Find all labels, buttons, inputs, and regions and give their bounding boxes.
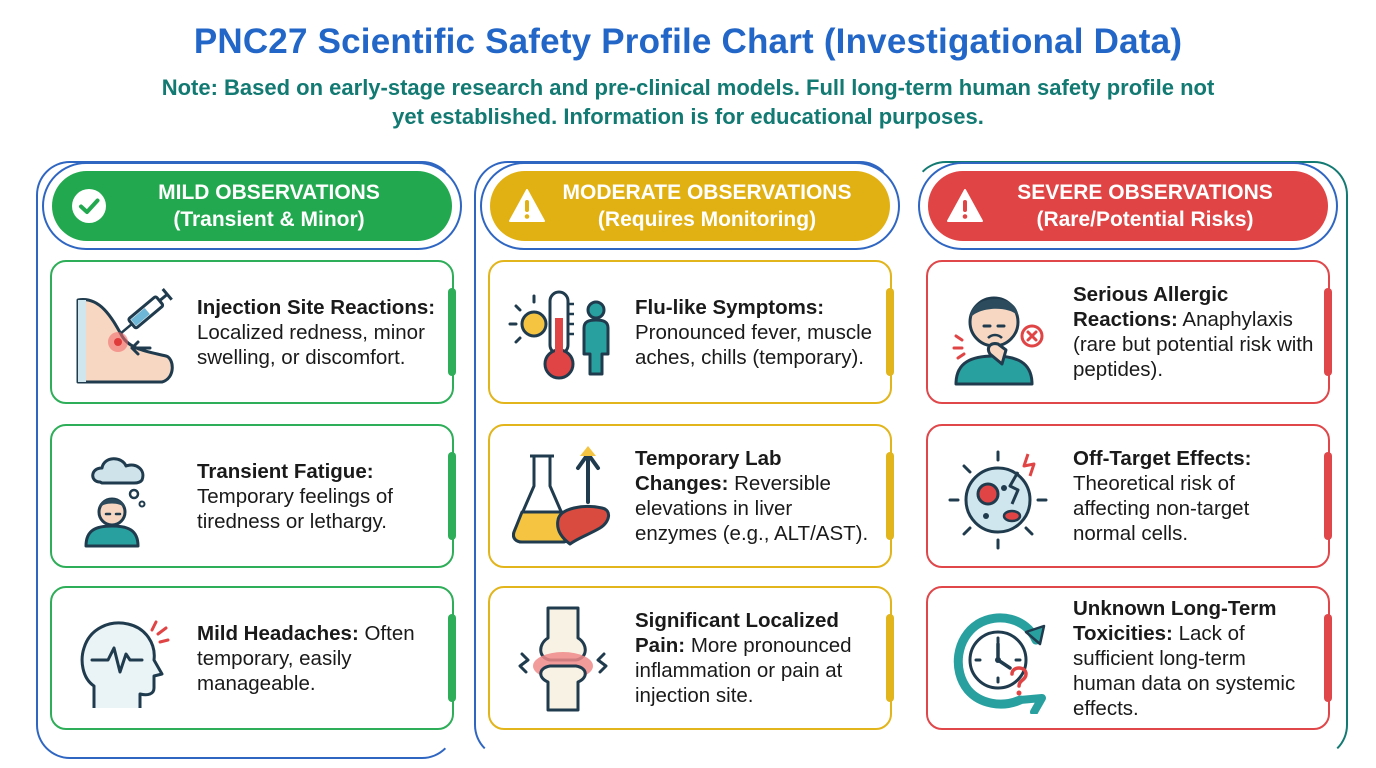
card-edge-tab bbox=[448, 614, 456, 702]
check-circle-icon bbox=[70, 187, 108, 225]
card-edge-tab bbox=[448, 452, 456, 540]
injection-arm-icon bbox=[70, 278, 180, 388]
flask-liver-icon bbox=[508, 442, 618, 552]
tired-person-cloud-icon bbox=[70, 442, 180, 552]
card-significant-localized-pain bbox=[488, 586, 892, 730]
card-edge-tab bbox=[1324, 288, 1332, 376]
card-edge-tab bbox=[886, 452, 894, 540]
card-flu-like-symptoms bbox=[488, 260, 892, 404]
card-edge-tab bbox=[886, 614, 894, 702]
page-title: PNC27 Scientific Safety Profile Chart (Investigational Data) bbox=[193, 22, 1183, 61]
card-edge-tab bbox=[886, 288, 894, 376]
moderate-header-title: MODERATE OBSERVATIONS bbox=[562, 181, 852, 204]
severe-header-title: SEVERE OBSERVATIONS bbox=[1017, 181, 1273, 204]
card-title: Flu-like Symptoms: bbox=[635, 295, 825, 319]
card-description: Temporary feelings of tiredness or lethargy. bbox=[197, 484, 393, 533]
knee-joint-icon bbox=[508, 604, 618, 714]
warning-triangle-icon bbox=[508, 187, 546, 225]
card-edge-tab bbox=[448, 288, 456, 376]
card-description: Anaphylaxis (rare but potential risk with peptides). bbox=[1073, 308, 1314, 381]
warning-triangle-icon bbox=[946, 187, 984, 225]
clock-question-icon bbox=[946, 604, 1056, 714]
mild-header bbox=[42, 162, 462, 250]
card-title: Temporary Lab Changes: bbox=[635, 447, 782, 495]
card-edge-tab bbox=[1324, 614, 1332, 702]
card-title: Serious Allergic Reactions: bbox=[1073, 283, 1229, 331]
mild-header-title: MILD OBSERVATIONS bbox=[158, 181, 380, 204]
head-pulse-icon bbox=[70, 604, 180, 714]
card-temporary-lab-changes bbox=[488, 424, 892, 568]
card-description: More pronounced inflammation or pain at injection site. bbox=[635, 634, 852, 707]
card-title: Off-Target Effects: bbox=[1073, 447, 1252, 470]
severe-header bbox=[918, 162, 1338, 250]
card-title: Transient Fatigue: bbox=[197, 459, 374, 483]
card-description: Reversible elevations in liver enzymes (e.g., ALT/AST). bbox=[635, 472, 869, 545]
card-edge-tab bbox=[1324, 452, 1332, 540]
card-description: Theoretical risk of affecting non-target normal cells. bbox=[1073, 472, 1250, 545]
card-description: Pronounced fever, muscle aches, chills (temporary). bbox=[635, 320, 873, 369]
card-title: Injection Site Reactions: bbox=[197, 295, 436, 319]
card-injection-site-reactions bbox=[50, 260, 454, 404]
allergic-person-icon bbox=[946, 278, 1056, 388]
card-mild-headaches bbox=[50, 586, 454, 730]
thermometer-person-icon bbox=[508, 278, 618, 388]
card-title: Significant Localized Pain: bbox=[635, 609, 839, 657]
mild-header-subtitle: (Transient & Minor) bbox=[173, 208, 365, 231]
moderate-header bbox=[480, 162, 900, 250]
card-transient-fatigue bbox=[50, 424, 454, 568]
card-serious-allergic-reactions bbox=[926, 260, 1330, 404]
card-title: Mild Headaches: bbox=[197, 621, 359, 645]
card-description: Lack of sufficient long-term human data on systemic effects. bbox=[1073, 621, 1296, 720]
card-description: Localized redness, minor swelling, or discomfort. bbox=[197, 320, 425, 369]
card-description: Often temporary, easily manageable. bbox=[197, 621, 415, 695]
severe-header-subtitle: (Rare/Potential Risks) bbox=[1036, 208, 1254, 231]
card-unknown-long-term-toxicities bbox=[926, 586, 1330, 730]
card-off-target-effects bbox=[926, 424, 1330, 568]
moderate-header-subtitle: (Requires Monitoring) bbox=[597, 208, 817, 231]
card-title: Unknown Long-Term Toxicities: bbox=[1073, 596, 1277, 645]
disclaimer-note: Note: Based on early-stage research and pre-clinical models. Full long-term human safety profile not yet established. Information is for educational purposes. bbox=[161, 75, 1215, 129]
damaged-cell-icon bbox=[946, 442, 1056, 552]
